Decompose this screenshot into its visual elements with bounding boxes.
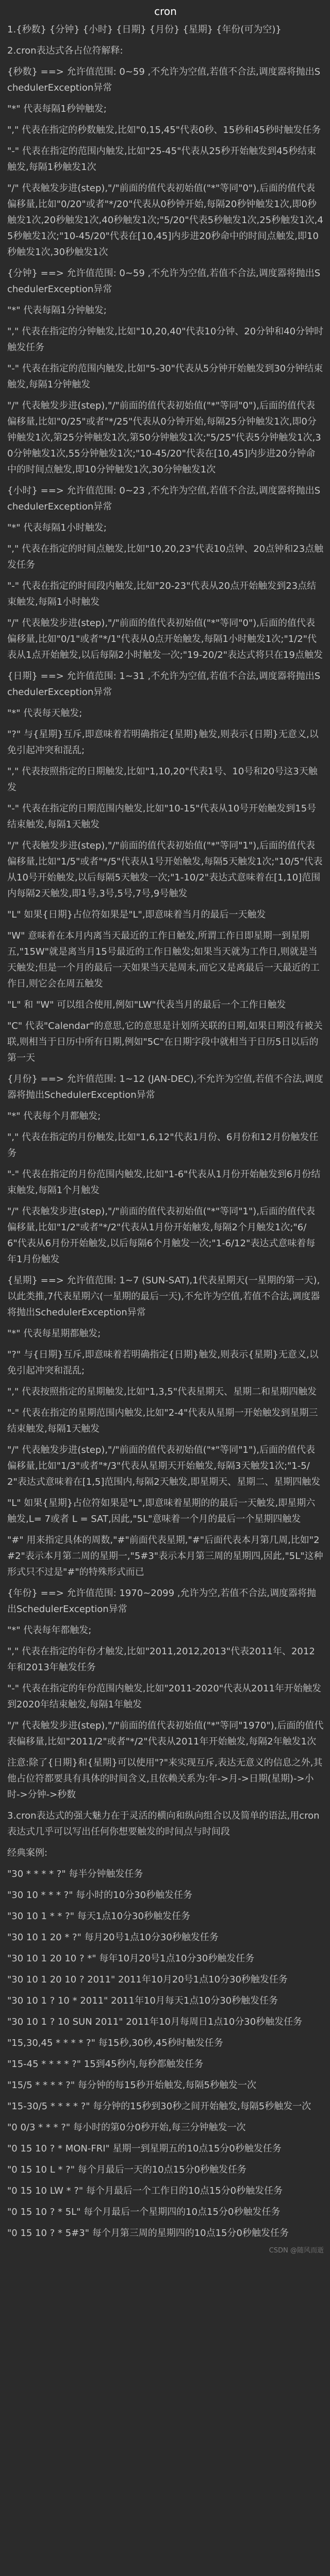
paragraph: "30 10 1 20 10 ? 2011" 2011年10月20号1点10分30秒触发任务 bbox=[7, 1974, 288, 1985]
paragraph: "*" 代表每隔1分钟触发; bbox=[7, 305, 107, 316]
paragraph: {月份} ==> 允许值范围: 1~12 (JAN-DEC),不允许为空值,若值不合法,调度器将抛出SchedulerException异常 bbox=[7, 1074, 323, 1100]
paragraph: "L" 和 "W" 可以组合使用,例如"LW"代表当月的最后一个工作日触发 bbox=[7, 999, 286, 1010]
paragraph: "," 代表在指定的秒数触发,比如"0,15,45"代表0秒、15秒和45秒时触发任务 bbox=[7, 125, 321, 135]
paragraph: "30 10 1 ? 10 SUN 2011" 2011年10月每周日1点10分30秒触发任务 bbox=[7, 2016, 303, 2027]
paragraph: "#" 用来指定具体的周数,"#"前面代表星期,"#"后面代表本月第几周,比如"2#2"表示本月第二周的星期一,"5#3"表示本月第三周的星期四,因此,"5L"这种形式只不过是"#"的特殊形式而已 bbox=[7, 1535, 323, 1578]
paragraph: "," 代表在指定的年份才触发,比如"2011,2012,2013"代表2011年、2012年和2013年触发任务 bbox=[7, 1646, 315, 1673]
paragraph: "30 10 1 * * ?" 每天1点10分30秒触发任务 bbox=[7, 1911, 190, 1922]
paragraph: "/" 代表触发步进(step),"/"前面的值代表初始值("*"等同"1"),后面的值代表偏移量,比如"1/3"或者"*/3"代表从星期天开始触发,每隔3天触发1次;"1-5/2"表达式意味着在[1,5]范围内,每隔2天触发,即星期天、星期二、星期四触发 bbox=[7, 1445, 321, 1487]
paragraph: {秒数} ==> 允许值范围: 0~59 ,不允许为空值,若值不合法,调度器将抛出SchedulerException异常 bbox=[7, 66, 321, 93]
paragraph: "/" 代表触发步进(step),"/"前面的值代表初始值("*"等同"1970"),后面的值代表偏移量,比如"2011/2"或者"*/2"代表从2011年开始触发,每隔2年触发1次 bbox=[7, 1720, 324, 1747]
paragraph: "/" 代表触发步进(step),"/"前面的值代表初始值("*"等同"0"),后面的值代表偏移量,比如"0/25"或者"*/25"代表从0分钟开始,每隔25分钟触发1次,即0分钟触发1次,第25分钟触发1次,第50分钟触发1次;"5/25"代表5分钟触发1次,30分钟触发1次,55分钟触发1次;"10-45/20"代表在[10,45]内步进20分钟命中的时间点触发,即10分钟触发1次,30分钟触发1次 bbox=[7, 400, 321, 475]
paragraph: "," 代表在指定的时间点触发,比如"10,20,23"代表10点钟、20点钟和23点触发任务 bbox=[7, 544, 324, 570]
paragraph: "30 10 1 20 10 ? *" 每年10月20号1点10分30秒触发任务 bbox=[7, 1953, 255, 1964]
paragraph: {分钟} ==> 允许值范围: 0~59 ,不允许为空值,若值不合法,调度器将抛出SchedulerException异常 bbox=[7, 268, 321, 295]
paragraph: 3.cron表达式的强大魅力在于灵活的横向和纵向组合以及简单的语法,用cron表达式几乎可以写出任何你想要触发的时间点与时间段 bbox=[7, 1810, 320, 1837]
paragraph: "W" 意味着在本月内离当天最近的工作日触发,所谓工作日即星期一到星期五,"15W"就是离当月15号最近的工作日触发;如果当天就为工作日,则就是当天触发;但是一个月的最后一天如果当天是周末,而它又是离最后一天最近的工作日,则它会在周五触发 bbox=[7, 930, 320, 989]
paragraph: "0 15 10 L * ?" 每个月最后一天的10点15分0秒触发任务 bbox=[7, 2164, 246, 2175]
paragraph: "30 10 1 ? 10 * 2011" 2011年10月每天1点10分30秒触发任务 bbox=[7, 1995, 278, 2006]
paragraph: "-" 代表在指定的年份范围内触发,比如"2011-2020"代表从2011年开始触发到2020年结束触发,每隔1年触发 bbox=[7, 1683, 321, 1710]
paragraph: "/" 代表触发步进(step),"/"前面的值代表初始值("*"等同"1"),后面的值代表偏移量,比如"1/5"或者"*/5"代表从1号开始触发,每隔5天触发1次;"10/5"代表从10号开始触发,以后每隔5天触发一次;"1-10/2"表达式意味着在[1,10]范围内每隔2天触发,即1号,3号,5号,7号,9号触发 bbox=[7, 840, 323, 899]
watermark: CSDN @随风而逝 bbox=[269, 2247, 324, 2255]
paragraph: {年份} ==> 允许值范围: 1970~2099 ,允许为空,若值不合法,调度器将抛出SchedulerException异常 bbox=[7, 1588, 316, 1615]
paragraph: "-" 代表在指定的时间段内触发,比如"20-23"代表从20点开始触发到23点结束触发,每隔1小时触发 bbox=[7, 581, 317, 607]
paragraph: 经典案例: bbox=[7, 1848, 48, 1858]
paragraph: {日期} ==> 允许值范围: 1~31 ,不允许为空值,若值不合法,调度器将抛出SchedulerException异常 bbox=[7, 671, 321, 698]
paragraph: "30 10 * * * ?" 每小时的10分30秒触发任务 bbox=[7, 1890, 193, 1901]
paragraph: "30 * * * * ?" 每半分钟触发任务 bbox=[7, 1869, 143, 1879]
paragraph: "/" 代表触发步进(step),"/"前面的值代表初始值("*"等同"1"),后面的值代表偏移量,比如"1/2"或者"*/2"代表从1月份开始触发,每隔2个月触发1次;"6/6"代表从6月份开始触发,以后每隔6个月触发一次;"1-6/12"表达式意味着每年1月份触发 bbox=[7, 1206, 316, 1265]
paragraph: "*" 代表每年都触发; bbox=[7, 1625, 92, 1636]
paragraph: "-" 代表在指定的星期范围内触发,比如"2-4"代表从星期一开始触发到星期三结束触发,每隔1天触发 bbox=[7, 1408, 318, 1434]
paragraph: "15,30,45 * * * * ?" 每15秒,30秒,45秒时触发任务 bbox=[7, 2038, 223, 2048]
paragraph: "15-30/5 * * * * ?" 每分钟的15秒到30秒之间开始触发,每隔5秒触发一次 bbox=[7, 2101, 311, 2112]
paragraph: {星期} ==> 允许值范围: 1~7 (SUN-SAT),1代表星期天(一星期的第一天),以此类推,7代表星期六(一星期的最后一天),不允许为空值,若值不合法,调度器将抛出SchedulerException异常 bbox=[7, 1275, 320, 1318]
document-body bbox=[7, 22, 324, 2241]
paragraph: "/" 代表触发步进(step),"/"前面的值代表初始值("*"等同"0"),后面的值代表偏移量,比如"0/20"或者"*/20"代表从0秒钟开始,每隔20秒钟触发1次,即0秒触发1次,20秒触发1次,40秒触发1次;"5/20"代表5秒触发1次,25秒触发1次,45秒触发1次;"10-45/20"代表在[10,45]内步进20秒命中的时间点触发,即10秒触发1次,30秒触发1次 bbox=[7, 183, 323, 258]
paragraph: "15/5 * * * * ?" 每分钟的每15秒开始触发,每隔5秒触发一次 bbox=[7, 2080, 256, 2091]
paragraph: "-" 代表在指定的范围内触发,比如"5-30"代表从5分钟开始触发到30分钟结束触发,每隔1分钟触发 bbox=[7, 363, 323, 390]
paragraph: "-" 代表在指定的月份范围内触发,比如"1-6"代表从1月份开始触发到6月份结束触发,每隔1个月触发 bbox=[7, 1169, 321, 1196]
paragraph: "*" 代表每星期都触发; bbox=[7, 1328, 101, 1339]
paragraph: "/" 代表触发步进(step),"/"前面的值代表初始值("*"等同"0"),后面的值代表偏移量,比如"0/1"或者"*/1"代表从0点开始触发,每隔1小时触发1次;"1/2"代表从1点开始触发,以后每隔2小时触发一次;"19-20/2"表达式将只在19点触发 bbox=[7, 618, 323, 660]
paragraph: "0 15 10 ? * MON-FRI" 星期一到星期五的10点15分0秒触发任务 bbox=[7, 2143, 282, 2154]
paragraph: "," 代表按照指定的日期触发,比如"1,10,20"代表1号、10号和20号这3天触发 bbox=[7, 766, 318, 793]
paragraph: "*" 代表每个月都触发; bbox=[7, 1111, 101, 1122]
paragraph: "*" 代表每天触发; bbox=[7, 708, 82, 719]
paragraph: "*" 代表每隔1秒钟触发; bbox=[7, 104, 107, 114]
paragraph: "0 15 10 ? * 5L" 每个月最后一个星期四的10点15分0秒触发任务 bbox=[7, 2207, 280, 2217]
paragraph: "0 0/3 * * * ?" 每小时的第0分0秒开始,每三分钟触发一次 bbox=[7, 2122, 246, 2133]
paragraph: {小时} ==> 允许值范围: 0~23 ,不允许为空值,若值不合法,调度器将抛出SchedulerException异常 bbox=[7, 485, 321, 512]
page-title: cron bbox=[154, 5, 177, 18]
paragraph: "L" 如果{星期}占位符如果是"L",即意味着星期的的最后一天触发,即星期六触发,L= 7或者 L = SAT,因此,"5L"意味着一个月的最后一个星期四触发 bbox=[7, 1498, 316, 1524]
paragraph: 1.{秒数} {分钟} {小时} {日期} {月份} {星期} {年份(可为空)} bbox=[7, 24, 282, 35]
paragraph: "?" 与{星期}互斥,即意味着若明确指定{星期}触发,则表示{日期}无意义,以免引起冲突和混乱; bbox=[7, 729, 319, 756]
paragraph: "C" 代表"Calendar"的意思,它的意思是计划所关联的日期,如果日期没有被关联,则相当于日历中所有日期,例如"5C"在日期字段中就相当于日历5日以后的第一天 bbox=[7, 1021, 323, 1063]
paragraph: "-" 代表在指定的范围内触发,比如"25-45"代表从25秒开始触发到45秒结束触发,每隔1秒触发1次 bbox=[7, 146, 317, 173]
paragraph: "," 代表按照指定的星期触发,比如"1,3,5"代表星期天、星期二和星期四触发 bbox=[7, 1386, 317, 1397]
paragraph: "," 代表在指定的分钟触发,比如"10,20,40"代表10分钟、20分钟和40分钟时触发任务 bbox=[7, 326, 324, 353]
paragraph: "," 代表在指定的月份触发,比如"1,6,12"代表1月份、6月份和12月份触发任务 bbox=[7, 1132, 319, 1159]
paragraph: "?" 与{日期}互斥,即意味着若明确指定{日期}触发,则表示{星期}无意义,以免引起冲突和混乱; bbox=[7, 1349, 319, 1376]
paragraph: 2.cron表达式各占位符解释: bbox=[7, 45, 123, 56]
paragraph: "30 10 1 20 * ?" 每月20号1点10分30秒触发任务 bbox=[7, 1932, 219, 1943]
paragraph: 注意:除了{日期}和{星期}可以使用"?"来实现互斥,表达无意义的信息之外,其他占位符都要具有具体的时间含义,且依赖关系为:年->月->日期(星期)->小时->分钟->秒数 bbox=[7, 1757, 323, 1800]
paragraph: "*" 代表每隔1小时触发; bbox=[7, 522, 107, 533]
paragraph: "15-45 * * * * ?" 15到45秒内,每秒都触发任务 bbox=[7, 2059, 204, 2070]
paragraph: "-" 代表在指定的日期范围内触发,比如"10-15"代表从10号开始触发到15号结束触发,每隔1天触发 bbox=[7, 803, 317, 830]
paragraph: "0 15 10 LW * ?" 每个月最后一个工作日的10点15分0秒触发任务 bbox=[7, 2185, 283, 2196]
paragraph: "L" 如果{日期}占位符如果是"L",即意味着当月的最后一天触发 bbox=[7, 909, 266, 920]
paragraph: "0 15 10 ? * 5#3" 每个月第三周的星期四的10点15分0秒触发任务 bbox=[7, 2228, 289, 2239]
